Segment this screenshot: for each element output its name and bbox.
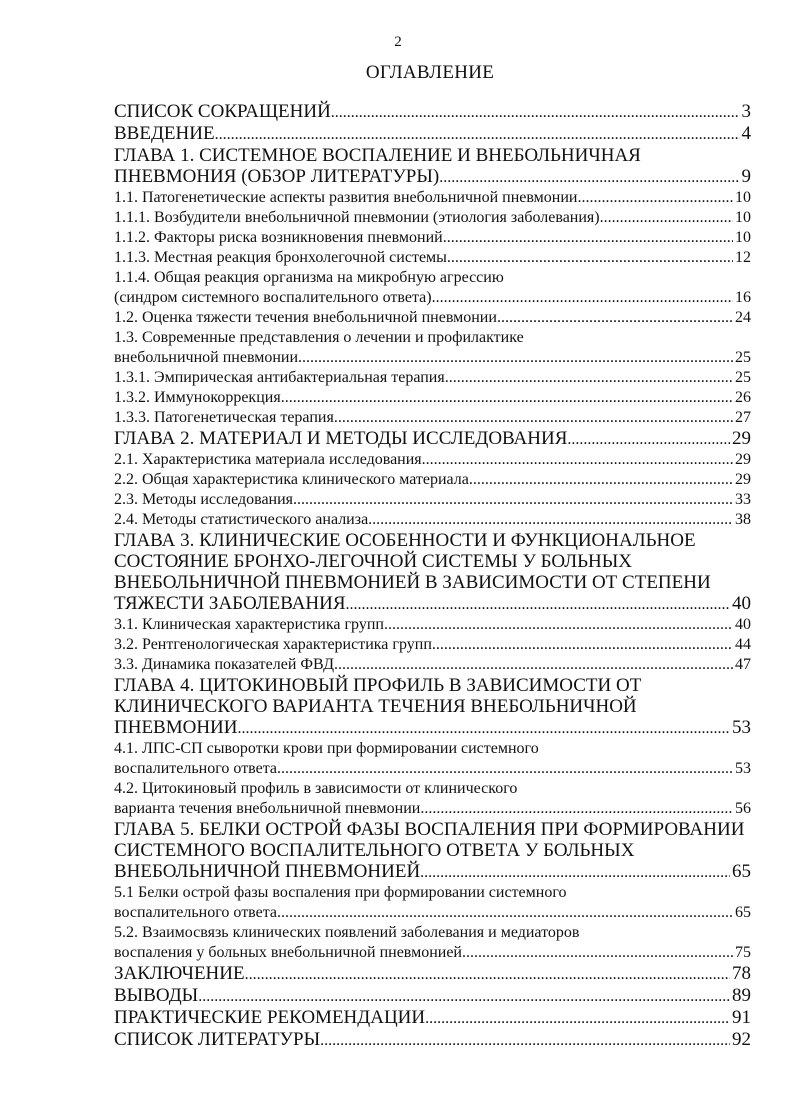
- dot-leader: [346, 593, 730, 615]
- toc-entry-title: 4.1. ЛПС-СП сыворотки крови при формировании системного: [114, 740, 539, 757]
- toc-page-number: 78: [732, 963, 751, 984]
- dot-leader: [439, 166, 739, 188]
- toc-entry-title: 1.2. Оценка тяжести течения внебольничной пневмонии: [114, 309, 497, 326]
- toc-entry[interactable]: [114, 510, 751, 530]
- toc-entry-title: внебольничной пневмонии: [114, 349, 299, 366]
- dot-leader: [215, 123, 740, 145]
- dot-leader: [331, 101, 740, 123]
- toc-entry-title: 3.1. Клиническая характеристика групп: [114, 616, 384, 633]
- dot-leader: [368, 510, 733, 530]
- toc-page-number: 10: [735, 189, 751, 206]
- toc-page-number: 40: [732, 593, 751, 614]
- toc-entry[interactable]: [114, 101, 751, 123]
- toc-entry[interactable]: [114, 923, 751, 963]
- toc-page-number: 16: [735, 289, 751, 306]
- dot-leader: [281, 388, 733, 408]
- toc-page-number: 47: [735, 656, 751, 673]
- toc-entry-title: варианта течения внебольничной пневмонии: [114, 800, 421, 817]
- toc-entry[interactable]: [114, 228, 751, 248]
- toc-entry-title: 1.3.2. Иммунокоррекция: [114, 389, 281, 406]
- toc-entry-title: ПНЕВМОНИЯ (ОБЗОР ЛИТЕРАТУРЫ): [114, 166, 440, 187]
- toc-entry[interactable]: [114, 819, 751, 883]
- toc-entry-title: ЗАКЛЮЧЕНИЕ: [114, 963, 245, 984]
- dot-leader: [198, 985, 730, 1007]
- dot-leader: [600, 208, 733, 228]
- dot-leader: [277, 759, 733, 779]
- dot-leader: [432, 288, 733, 308]
- toc-entry-title: (синдром системного воспалительного ответа): [114, 289, 432, 306]
- toc-entry[interactable]: [114, 675, 751, 739]
- toc-page-number: 25: [735, 369, 751, 386]
- dot-leader: [469, 470, 733, 490]
- toc-entry-title: 2.4. Методы статистического анализа: [114, 511, 369, 528]
- toc-entry-title: ВВЕДЕНИЕ: [114, 123, 215, 144]
- dot-leader: [420, 799, 733, 819]
- toc-entry-title: ГЛАВА 5. БЕЛКИ ОСТРОЙ ФАЗЫ ВОСПАЛЕНИЯ ПРИ ФОРМИРОВАНИИ: [114, 819, 745, 840]
- toc-entry-title: воспалительного ответа: [114, 904, 278, 921]
- toc-entry-title: ВЫВОДЫ: [114, 985, 199, 1006]
- toc-entry-title: 1.1. Патогенетические аспекты развития внебольничной пневмонии: [114, 189, 578, 206]
- toc-entry[interactable]: [114, 1029, 751, 1051]
- toc-page-number: 89: [732, 985, 751, 1006]
- page-title: ОГЛАВЛЕНИЕ: [365, 62, 495, 83]
- dot-leader: [567, 428, 730, 450]
- toc-page-number: 10: [735, 209, 751, 226]
- toc-entry-title: ПРАКТИЧЕСКИЕ РЕКОМЕНДАЦИИ: [114, 1007, 426, 1028]
- toc-entry-title: ПНЕВМОНИИ: [114, 717, 238, 738]
- toc-page-number: 29: [735, 471, 751, 488]
- toc-entry[interactable]: [114, 368, 751, 388]
- toc-entry-title: ГЛАВА 3. КЛИНИЧЕСКИЕ ОСОБЕННОСТИ И ФУНКЦИОНАЛЬНОЕ: [114, 530, 696, 551]
- toc-entry[interactable]: [114, 779, 751, 819]
- toc-entry-title: 2.2. Общая характеристика клинического материала: [114, 471, 469, 488]
- toc-page-number: 27: [735, 409, 751, 426]
- toc-entry-title: 1.1.2. Факторы риска возникновения пневмоний: [114, 229, 443, 246]
- toc-page-number: 33: [735, 491, 751, 508]
- dot-leader: [447, 248, 733, 268]
- dot-leader: [420, 861, 730, 883]
- toc-page-number: 53: [732, 717, 751, 738]
- toc-page-number: 56: [735, 800, 751, 817]
- toc-entry-title: СПИСОК СОКРАЩЕНИЙ: [114, 101, 331, 122]
- dot-leader: [334, 655, 733, 675]
- toc-page-number: 3: [741, 101, 751, 122]
- dot-leader: [443, 228, 733, 248]
- dot-leader: [425, 1007, 730, 1029]
- toc-entry-title: 3.2. Рентгенологическая характеристика групп: [114, 636, 432, 653]
- toc-entry[interactable]: [114, 739, 751, 779]
- toc-page-number: 24: [735, 309, 751, 326]
- dot-leader: [497, 308, 733, 328]
- toc-page-number: 65: [735, 904, 751, 921]
- dot-leader: [298, 348, 733, 368]
- dot-leader: [245, 963, 730, 985]
- toc-entry[interactable]: [114, 248, 751, 268]
- dot-leader: [238, 717, 731, 739]
- toc-entry[interactable]: [114, 408, 751, 428]
- dot-leader: [277, 903, 733, 923]
- dot-leader: [384, 615, 733, 635]
- toc-entry[interactable]: [114, 308, 751, 328]
- page-number: 2: [394, 34, 402, 50]
- dot-leader: [320, 1029, 730, 1051]
- toc-page-number: 75: [735, 944, 751, 961]
- dot-leader: [334, 408, 733, 428]
- toc-entry-title: КЛИНИЧЕСКОГО ВАРИАНТА ТЕЧЕНИЯ ВНЕБОЛЬНИЧНОЙ: [114, 696, 637, 717]
- toc-entry-title: СОСТОЯНИЕ БРОНХО-ЛЕГОЧНОЙ СИСТЕМЫ У БОЛЬНЫХ: [114, 551, 633, 572]
- table-of-contents: [114, 101, 751, 1051]
- toc-entry-title: 5.1 Белки острой фазы воспаления при формировании системного: [114, 884, 567, 901]
- toc-entry-title: ГЛАВА 1. СИСТЕМНОЕ ВОСПАЛЕНИЕ И ВНЕБОЛЬНИЧНАЯ: [114, 145, 641, 166]
- dot-leader: [422, 450, 733, 470]
- dot-leader: [432, 635, 733, 655]
- toc-entry[interactable]: [114, 470, 751, 490]
- toc-entry-title: воспаления у больных внебольничной пневмонией: [114, 944, 462, 961]
- toc-entry-title: 1.1.3. Местная реакция бронхолегочной системы: [114, 249, 447, 266]
- dot-leader: [445, 368, 733, 388]
- toc-entry[interactable]: [114, 123, 751, 145]
- toc-entry-title: 1.3.1. Эмпирическая антибактериальная терапия: [114, 369, 445, 386]
- toc-entry[interactable]: [114, 490, 751, 510]
- toc-entry[interactable]: [114, 208, 751, 228]
- toc-entry-title: 2.1. Характеристика материала исследования: [114, 451, 422, 468]
- toc-entry-title: ГЛАВА 4. ЦИТОКИНОВЫЙ ПРОФИЛЬ В ЗАВИСИМОСТИ ОТ: [114, 675, 642, 696]
- toc-entry[interactable]: [114, 615, 751, 635]
- toc-entry-title: ВНЕБОЛЬНИЧНОЙ ПНЕВМОНИЕЙ В ЗАВИСИМОСТИ ОТ СТЕПЕНИ: [114, 572, 711, 593]
- toc-entry[interactable]: [114, 635, 751, 655]
- toc-entry[interactable]: [114, 655, 751, 675]
- toc-entry[interactable]: [114, 530, 751, 615]
- toc-page-number: 10: [735, 229, 751, 246]
- toc-entry[interactable]: [114, 388, 751, 408]
- toc-entry[interactable]: [114, 268, 751, 308]
- toc-entry[interactable]: [114, 985, 751, 1007]
- toc-page-number: 9: [741, 166, 751, 187]
- toc-entry-title: 5.2. Взаимосвязь клинических появлений заболевания и медиаторов: [114, 924, 580, 941]
- toc-page-number: 29: [735, 451, 751, 468]
- toc-entry[interactable]: [114, 328, 751, 368]
- toc-page-number: 44: [735, 636, 751, 653]
- toc-entry-title: 4.2. Цитокиновый профиль в зависимости от клинического: [114, 780, 518, 797]
- dot-leader: [462, 943, 733, 963]
- toc-page-number: 53: [735, 760, 751, 777]
- toc-page-number: 29: [732, 428, 751, 449]
- toc-page-number: 4: [741, 123, 751, 144]
- toc-entry-title: ВНЕБОЛЬНИЧНОЙ ПНЕВМОНИЕЙ: [114, 861, 421, 882]
- toc-entry[interactable]: [114, 1007, 751, 1029]
- toc-page-number: 40: [735, 616, 751, 633]
- toc-entry-title: воспалительного ответа: [114, 760, 278, 777]
- toc-entry-title: ТЯЖЕСТИ ЗАБОЛЕВАНИЯ: [114, 593, 346, 614]
- toc-entry[interactable]: [114, 188, 751, 208]
- toc-page-number: 91: [732, 1007, 751, 1028]
- toc-entry-title: 3.3. Динамика показателей ФВД: [114, 656, 335, 673]
- toc-entry-title: 1.3. Современные представления о лечении и профилактике: [114, 329, 524, 346]
- toc-page-number: 26: [735, 389, 751, 406]
- toc-page-number: 38: [735, 511, 751, 528]
- dot-leader: [293, 490, 733, 510]
- toc-entry-title: 1.1.1. Возбудители внебольничной пневмонии (этиология заболевания): [114, 209, 600, 226]
- toc-entry-title: ГЛАВА 2. МАТЕРИАЛ И МЕТОДЫ ИССЛЕДОВАНИЯ: [114, 428, 568, 449]
- toc-page-number: 12: [735, 249, 751, 266]
- toc-entry-title: 1.3.3. Патогенетическая терапия: [114, 409, 334, 426]
- toc-page-number: 65: [732, 861, 751, 882]
- toc-entry-title: СПИСОК ЛИТЕРАТУРЫ: [114, 1029, 321, 1050]
- toc-entry-title: 1.1.4. Общая реакция организма на микробную агрессию: [114, 269, 504, 286]
- toc-entry[interactable]: [114, 145, 751, 188]
- toc-entry[interactable]: [114, 428, 751, 450]
- toc-page-number: 92: [732, 1029, 751, 1050]
- toc-entry[interactable]: [114, 963, 751, 985]
- toc-entry-title: 2.3. Методы исследования: [114, 491, 294, 508]
- dot-leader: [577, 188, 733, 208]
- toc-entry[interactable]: [114, 450, 751, 470]
- toc-page-number: 25: [735, 349, 751, 366]
- toc-entry[interactable]: [114, 883, 751, 923]
- toc-entry-title: СИСТЕМНОГО ВОСПАЛИТЕЛЬНОГО ОТВЕТА У БОЛЬНЫХ: [114, 840, 635, 861]
